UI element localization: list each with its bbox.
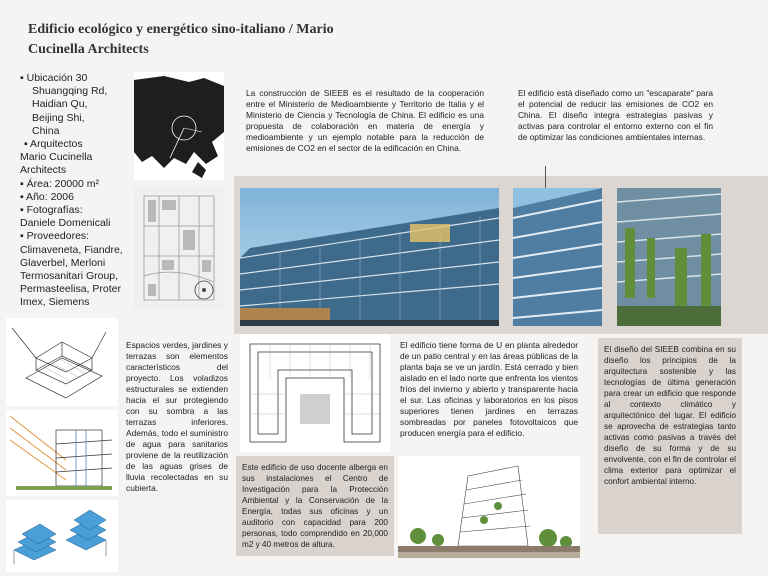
section-sun-diagram	[6, 410, 118, 496]
leader-line	[545, 166, 546, 188]
page-title: Edificio ecológico y energético sino-italiano / Mario Cucinella Architects	[28, 22, 334, 57]
section-rendering	[398, 456, 580, 558]
detail-line: Termosanitari Group,	[20, 270, 119, 283]
gardens-paragraph: Espacios verdes, jardines y terrazas son elementos característicos del proyecto. Los voladizos estructurales se extienden hacia el sur protegiendo con su sombra a las terrazas inferiores. Además, todo el suministro de agua para sanitarios proviene de la reutilización de las aguas grises de lluvia recolectadas en su cubierta.	[126, 340, 228, 493]
detail-line: ▪ Fotografías:	[20, 204, 83, 217]
detail-line: Climaveneta, Fiandre,	[20, 243, 123, 256]
location-map-street	[134, 186, 224, 310]
detail-line: ▪ Año: 2006	[20, 190, 74, 203]
detail-line: ▪ Área: 20000 m²	[20, 177, 100, 190]
detail-line: ▪ Ubicación 30	[20, 72, 88, 84]
intro-paragraph: La construcción de SIEEB es el resultado de la cooperación entre el Ministerio de Medioambiente y Territorio de Italia y el Ministerio de Ciencia y Tecnología de China. El edificio es una propuesta de colaboración en materia de energía y medioambiente y un ejemplo notable para la reducción de emisiones de CO2 en el sector de la edificación en China.	[246, 88, 484, 153]
design-box: El diseño del SIEEB combina en su diseño los principios de la arquitectura sostenible y las tecnologías de última generación para crear un edificio que responde al contexto climático y arquitectónico del lugar. El edificio se aprovecha de estrategias tanto activas como pasivas a través del diseño de su forma y de su envolvente, con el fin de controlar el clima exterior para optimizar el confort ambiental interno.	[598, 338, 742, 534]
research-center-box: Este edificio de uso docente alberga en sus instalaciones el Centro de Investigación para la Protección Ambiental y la Conservación de la Energía, todas sus oficinas y un auditorio con capacidad para 200 personas, todo comprendido en 20,000 m2 y 40 metros de altura.	[236, 456, 394, 556]
detail-line: Glaverbel, Merloni	[20, 256, 106, 269]
detail-line: Haidian Qu,	[32, 98, 88, 111]
building-photo-facade	[513, 188, 602, 326]
detail-line: ▪ Proveedores:	[20, 230, 90, 243]
axonometric-drawing	[6, 318, 118, 406]
location-map-asia	[134, 72, 224, 180]
detail-line: Daniele Domenicali	[20, 217, 111, 230]
project-details	[20, 72, 132, 310]
detail-line: Imex, Siemens	[20, 296, 90, 309]
detail-line: China	[32, 124, 60, 137]
floor-plan	[240, 334, 390, 452]
detail-line: Shuangqing Rd,	[32, 85, 108, 98]
building-photo-terrace	[617, 188, 721, 326]
detail-line: Architects	[20, 164, 67, 177]
ushape-paragraph: El edificio tiene forma de U en planta alrededor de un patio central y en las áreas públicas de la planta baja se ve un jardín. Está cerrado y bien aislado en el lado norte que enfrenta los vientos fríos del invierno y abierto y transparente hacia el sur. Las oficinas y laboratorios en los pisos superiores tienen jardines en terrazas sombreadas por paneles fotovoltaicos que producen energía para el edificio.	[400, 340, 578, 438]
terrace-3d-diagram	[6, 500, 118, 572]
detail-line: ▪ Arquitectos	[24, 138, 83, 151]
detail-line: Permasteelisa, Proter	[20, 283, 121, 296]
showcase-paragraph: El edificio está diseñado como un "escaparate" para el potencial de reducir las emisiones de CO2 en China. El diseño integra estrategias pasivas y activas para controlar el entorno externo con el fin de optimizar las condiciones ambientales internas.	[518, 88, 713, 142]
building-photo-main	[240, 188, 499, 326]
detail-line: Beijing Shi,	[32, 111, 85, 124]
detail-line: Mario Cucinella	[20, 151, 93, 164]
